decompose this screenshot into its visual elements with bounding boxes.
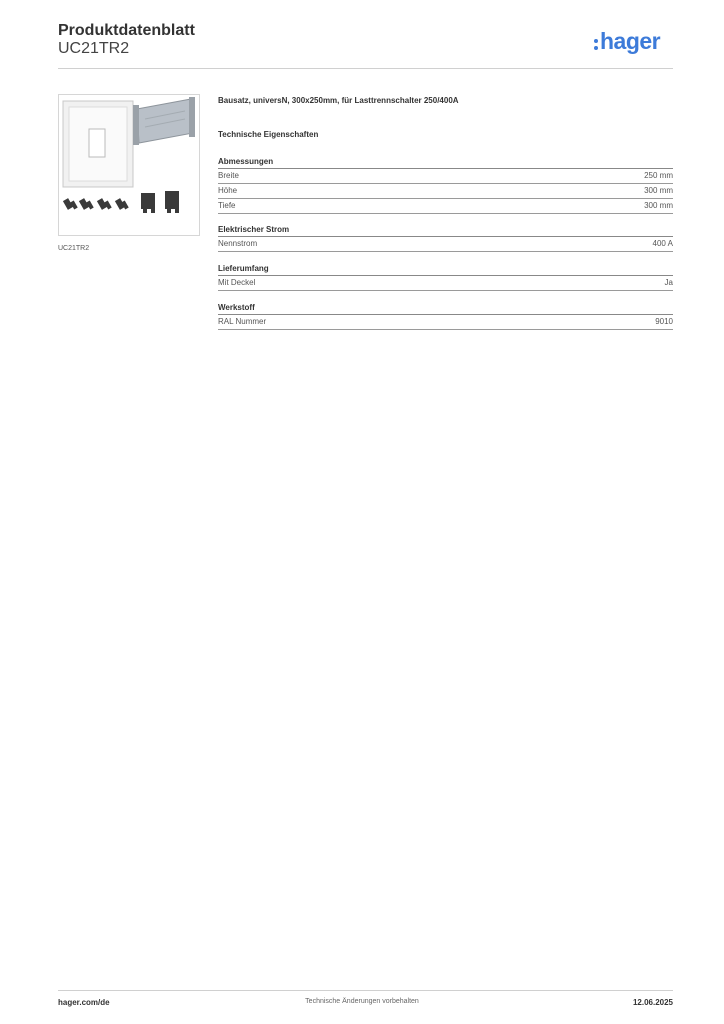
footer-website-link[interactable]: hager.com/de [58, 998, 110, 1007]
logo-dots-icon [594, 39, 598, 53]
row-value: 300 mm [644, 186, 673, 195]
table-row [218, 315, 673, 330]
tech-properties-title: Technische Eigenschaften [218, 130, 319, 139]
table-row [218, 199, 673, 214]
logo-text: hager [600, 28, 661, 54]
row-label: Nennstrom [218, 239, 258, 248]
section-current [218, 224, 673, 252]
header-divider [58, 68, 673, 69]
footer-divider [58, 990, 673, 991]
section-title: Werkstoff [218, 302, 673, 315]
product-description: Bausatz, universN, 300x250mm, für Lasttrennschalter 250/400A [218, 96, 459, 105]
row-value: 9010 [655, 317, 673, 326]
table-row [218, 237, 673, 252]
row-value: 300 mm [644, 201, 673, 210]
hager-logo [594, 30, 674, 56]
section-delivery [218, 263, 673, 291]
page-title: Produktdatenblatt [58, 22, 195, 39]
section-material [218, 302, 673, 330]
product-kit-image [59, 95, 199, 235]
section-dimensions [218, 156, 673, 214]
footer-date: 12.06.2025 [632, 998, 673, 1007]
footer-note: Technische Änderungen vorbehalten [305, 998, 419, 1005]
product-image [58, 94, 200, 236]
table-row [218, 169, 673, 184]
row-label: Tiefe [218, 201, 236, 210]
row-value: Ja [664, 278, 673, 287]
row-label: Mit Deckel [218, 278, 256, 287]
section-title: Elektrischer Strom [218, 224, 673, 237]
table-row [218, 184, 673, 199]
image-caption: UC21TR2 [58, 245, 90, 252]
table-row [218, 276, 673, 291]
section-title: Abmessungen [218, 156, 673, 169]
product-code: UC21TR2 [58, 40, 130, 57]
section-title: Lieferumfang [218, 263, 673, 276]
row-value: 250 mm [644, 171, 673, 180]
row-label: Breite [218, 171, 239, 180]
row-label: RAL Nummer [218, 317, 267, 326]
row-label: Höhe [218, 186, 238, 195]
row-value: 400 A [652, 239, 673, 248]
